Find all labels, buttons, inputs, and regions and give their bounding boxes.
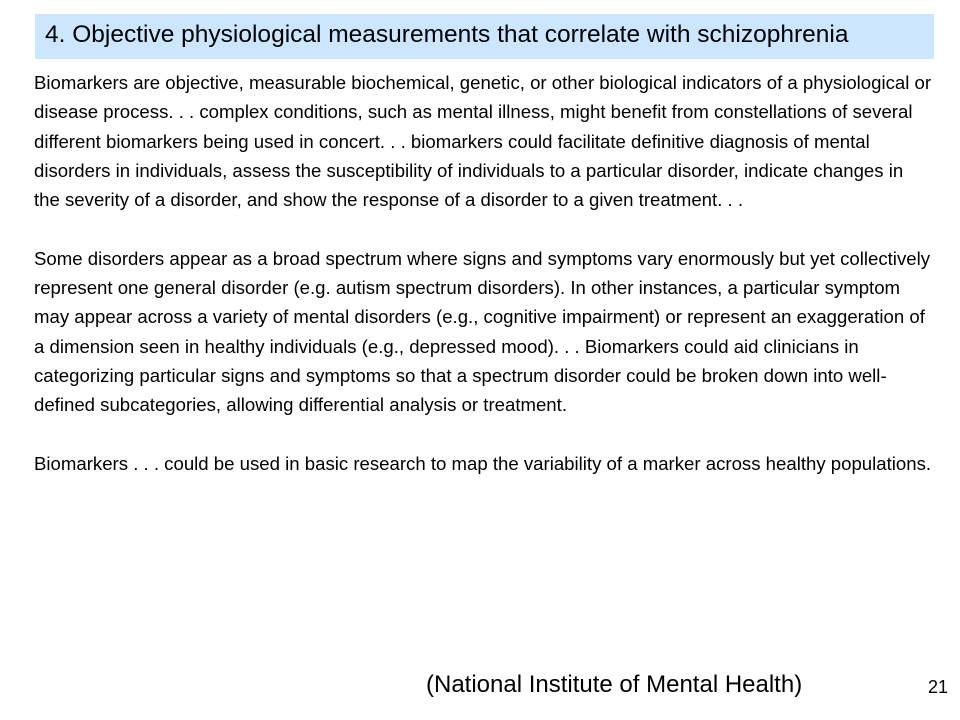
page-number: 21 [928,677,949,697]
slide-title: 4. Objective physiological measurements that correlate with schizophrenia [45,21,849,48]
source-citation: (National Institute of Mental Health) [426,671,803,698]
paragraph-spectrum: Some disorders appear as a broad spectrum where signs and symptoms vary enormously but yet collectively represent one general disorder (e.g. autism spectrum disorders). In other instances, a particular symptom may appear across a variety of mental disorders (e.g., cognitive impairment) or represent an exaggeration of a dimension seen in healthy individuals (e.g., depressed mood). . . Biomarkers could aid clinicians in categorizing particular signs and symptoms so that a spectrum disorder could be broken down into well-defined subcategories, allowing differential analysis or treatment. [34,247,931,416]
paragraph-research: Biomarkers . . . could be used in basic research to map the variability of a marker across healthy populations. [34,452,932,474]
paragraph-definition: Biomarkers are objective, measurable biochemical, genetic, or other biological indicators of a physiological or disease process. . . complex conditions, such as mental illness, might benefit from constellations of several different biomarkers being used in concert. . . biomarkers could facilitate definitive diagnosis of mental disorders in individuals, assess the susceptibility of individuals to a particular disorder, indicate changes in the severity of a disorder, and show the response of a disorder to a given treatment. . . [34,72,932,211]
slide-body [34,68,934,478]
